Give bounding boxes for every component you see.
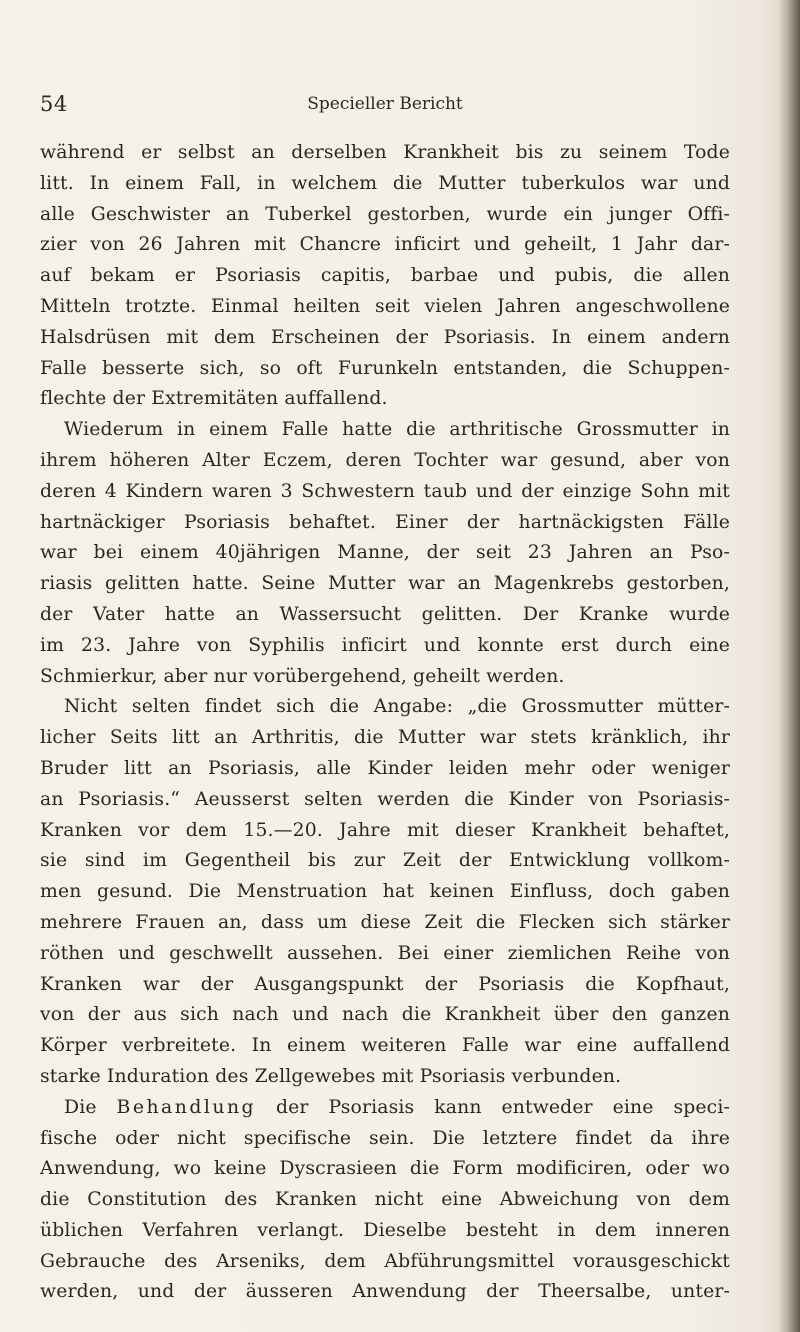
text-line: auf bekam er Psoriasis capitis, barbae und pubis, die allen bbox=[40, 265, 730, 287]
text-line: alle Geschwister an Tuberkel gestorben, wurde ein junger Offi- bbox=[40, 203, 730, 225]
text-line: Schmierkur, aber nur vorübergehend, geheilt werden. bbox=[40, 665, 565, 687]
text-line: war bei einem 40jährigen Manne, der seit 23 Jahren an Pso- bbox=[40, 542, 730, 564]
emphasized-term: Behandlung bbox=[116, 1096, 257, 1118]
text-line: üblichen Verfahren verlangt. Dieselbe besteht in dem inneren bbox=[40, 1219, 730, 1241]
text-line: Bruder litt an Psoriasis, alle Kinder leiden mehr oder weniger bbox=[40, 757, 730, 779]
text-line: röthen und geschwellt aussehen. Bei einer ziemlichen Reihe von bbox=[40, 942, 730, 964]
text-line: der Vater hatte an Wassersucht gelitten. Der Kranke wurde bbox=[40, 603, 730, 625]
text-line: flechte der Extremitäten auffallend. bbox=[40, 388, 388, 410]
text-line: Wiederum in einem Falle hatte die arthritische Grossmutter in bbox=[64, 419, 730, 441]
text-line: hartnäckiger Psoriasis behaftet. Einer der hartnäckigsten Fälle bbox=[40, 511, 730, 533]
text-line: riasis gelitten hatte. Seine Mutter war an Magenkrebs gestorben, bbox=[40, 573, 730, 595]
text-line: men gesund. Die Menstruation hat keinen Einfluss, doch gaben bbox=[40, 881, 730, 903]
text-line: die Constitution des Kranken nicht eine Abweichung von dem bbox=[40, 1189, 730, 1211]
text-line: von der aus sich nach und nach die Krankheit über den ganzen bbox=[40, 1004, 730, 1026]
text-line: litt. In einem Fall, in welchem die Mutter tuberkulos war und bbox=[40, 172, 730, 194]
page-header bbox=[40, 92, 730, 122]
text-line: Falle besserte sich, so oft Furunkeln entstanden, die Schuppen- bbox=[40, 357, 730, 379]
text-line: an Psoriasis.“ Aeusserst selten werden die Kinder von Psoriasis- bbox=[40, 788, 730, 810]
text-line: Körper verbreitete. In einem weiteren Falle war eine auffallend bbox=[40, 1035, 730, 1057]
running-head: Specieller Bericht bbox=[307, 94, 463, 114]
text-line: Kranken war der Ausgangspunkt der Psoriasis die Kopfhaut, bbox=[40, 973, 730, 995]
text-line: deren 4 Kindern waren 3 Schwestern taub und der einzige Sohn mit bbox=[40, 480, 730, 502]
text-line: licher Seits litt an Arthritis, die Mutter war stets kränklich, ihr bbox=[40, 727, 730, 749]
text-line: Mitteln trotzte. Einmal heilten seit vielen Jahren angeschwollene bbox=[40, 295, 730, 317]
text-line: im 23. Jahre von Syphilis inficirt und konnte erst durch eine bbox=[40, 634, 730, 656]
text-line: Die Behandlung der Psoriasis kann entweder eine speci- bbox=[64, 1096, 731, 1118]
text-line: während er selbst an derselben Krankheit bis zu seinem Tode bbox=[40, 142, 730, 163]
text-line: Kranken vor dem 15.—20. Jahre mit dieser Krankheit behaftet, bbox=[40, 819, 730, 841]
text-line: mehrere Frauen an, dass um diese Zeit die Flecken sich stärker bbox=[40, 911, 730, 933]
page-binding-edge bbox=[778, 0, 800, 1332]
text-line: Gebrauche des Arseniks, dem Abführungsmittel vorausgeschickt bbox=[40, 1250, 730, 1272]
text-line: fische oder nicht specifische sein. Die letztere findet da ihre bbox=[40, 1127, 730, 1149]
text-line: zier von 26 Jahren mit Chancre inficirt und geheilt, 1 Jahr dar- bbox=[40, 234, 730, 256]
text-line: starke Induration des Zellgewebes mit Psoriasis verbunden. bbox=[40, 1065, 622, 1087]
page-number: 54 bbox=[40, 92, 68, 116]
text-line: werden, und der äusseren Anwendung der Theersalbe, unter- bbox=[40, 1281, 730, 1303]
text-line: Nicht selten findet sich die Angabe: „die Grossmutter mütter- bbox=[64, 696, 730, 718]
text-line: sie sind im Gegentheil bis zur Zeit der Entwicklung vollkom- bbox=[40, 850, 730, 872]
text-line: ihrem höheren Alter Eczem, deren Tochter war gesund, aber von bbox=[40, 449, 730, 471]
body-text bbox=[40, 138, 730, 1308]
text-line: Anwendung, wo keine Dyscrasieen die Form modificiren, oder wo bbox=[40, 1158, 730, 1180]
text-line: Halsdrüsen mit dem Erscheinen der Psoriasis. In einem andern bbox=[40, 326, 730, 348]
